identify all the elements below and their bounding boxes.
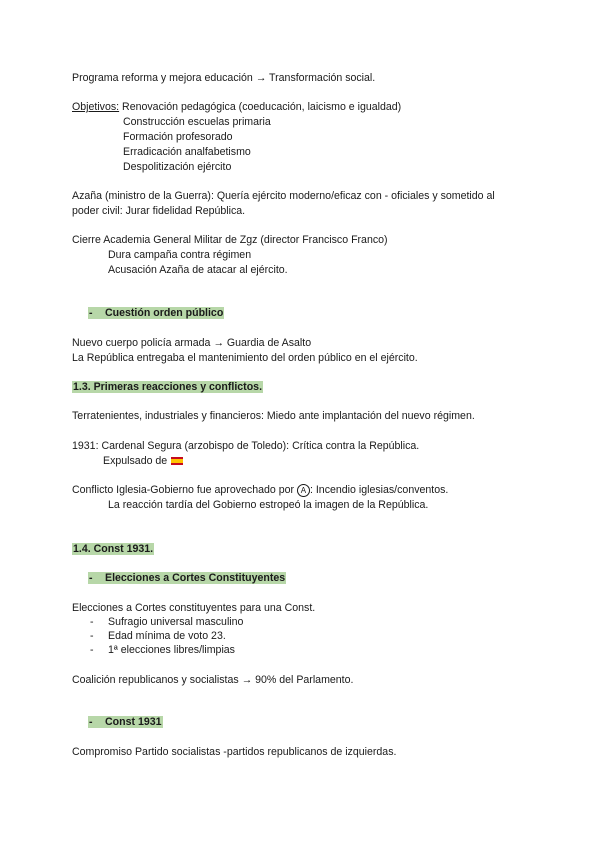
orden-heading-text: Cuestión orden público (105, 307, 224, 319)
sub-heading-elecciones-text: Elecciones a Cortes Constituyentes (105, 572, 286, 584)
sub-heading-const (88, 716, 163, 729)
objetivos-first: Renovación pedagógica (coeducación, laicismo e igualdad) (119, 101, 402, 113)
cierre-item: Dura campaña contra régimen (108, 249, 252, 261)
azana-line-2: poder civil: Jurar fidelidad República. (72, 205, 246, 217)
s14-line-1: Elecciones a Cortes constituyentes para una Const. (72, 602, 316, 614)
orden-line-2: La República entregaba el mantenimiento del orden público en el ejército. (72, 352, 418, 364)
s14-line-3: Compromiso Partido socialistas -partidos republicanos de izquierdas. (72, 746, 397, 758)
s13-line-3-text: Expulsado de (103, 455, 171, 467)
azana-line-1: Azaña (ministro de la Guerra): Quería ejército moderno/eficaz con - oficiales y sometido al (72, 190, 495, 202)
objetivo-item: Erradicación analfabetismo (123, 146, 251, 158)
section-heading-1-3-text: 1.3. Primeras reacciones y conflictos. (73, 381, 263, 393)
orden-line-1: Nuevo cuerpo policía armada → Guardia de Asalto (72, 337, 312, 349)
objetivo-item: Despolitización ejército (123, 161, 232, 173)
cierre-item: Acusación Azaña de atacar al ejército. (108, 264, 288, 276)
s13-line-4 (72, 484, 448, 497)
s13-line-1: Terratenientes, industriales y financieros: Miedo ante implantación del nuevo régimen. (72, 410, 475, 422)
bullet-dash: - (89, 716, 93, 728)
section-heading-1-3 (72, 381, 263, 394)
s13-line-4b: : Incendio iglesias/conventos. (309, 484, 449, 496)
bullet-dash: - (89, 307, 93, 319)
list-item (90, 630, 226, 643)
objetivos-label: Objetivos: (72, 101, 120, 113)
s13-line-5: La reacción tardía del Gobierno estropeó la imagen de la República. (108, 499, 429, 511)
sub-heading-const-text: Const 1931 (105, 716, 162, 728)
orden-heading (88, 307, 224, 320)
s13-line-3 (103, 455, 183, 468)
list-item-text: Edad mínima de voto 23. (108, 630, 226, 642)
bullet-dash: - (90, 644, 94, 656)
s14-line-2: Coalición republicanos y socialistas → 90% del Parlamento. (72, 674, 354, 686)
objetivo-item: Construcción escuelas primaria (123, 116, 271, 128)
bullet-dash: - (90, 630, 94, 642)
list-item (90, 616, 243, 629)
paragraph-education: Programa reforma y mejora educación → Transformación social. (72, 72, 376, 84)
s13-line-4a: Conflicto Iglesia-Gobierno fue aprovechado por (72, 484, 297, 496)
list-item-text: Sufragio universal masculino (108, 616, 244, 628)
objetivo-item: Formación profesorado (123, 131, 233, 143)
list-item-text: 1ª elecciones libres/limpias (108, 644, 235, 656)
bullet-dash: - (89, 572, 93, 584)
circled-a-icon: A (297, 484, 310, 497)
section-heading-1-4 (72, 543, 154, 556)
bullet-dash: - (90, 616, 94, 628)
list-item (90, 644, 235, 657)
cierre-line: Cierre Academia General Militar de Zgz (director Francisco Franco) (72, 234, 388, 246)
s13-line-2: 1931: Cardenal Segura (arzobispo de Toledo): Crítica contra la República. (72, 440, 420, 452)
spain-flag-icon (171, 457, 183, 465)
objetivos-line (72, 101, 401, 114)
section-heading-1-4-text: 1.4. Const 1931. (73, 543, 154, 555)
sub-heading-elecciones (88, 572, 286, 585)
